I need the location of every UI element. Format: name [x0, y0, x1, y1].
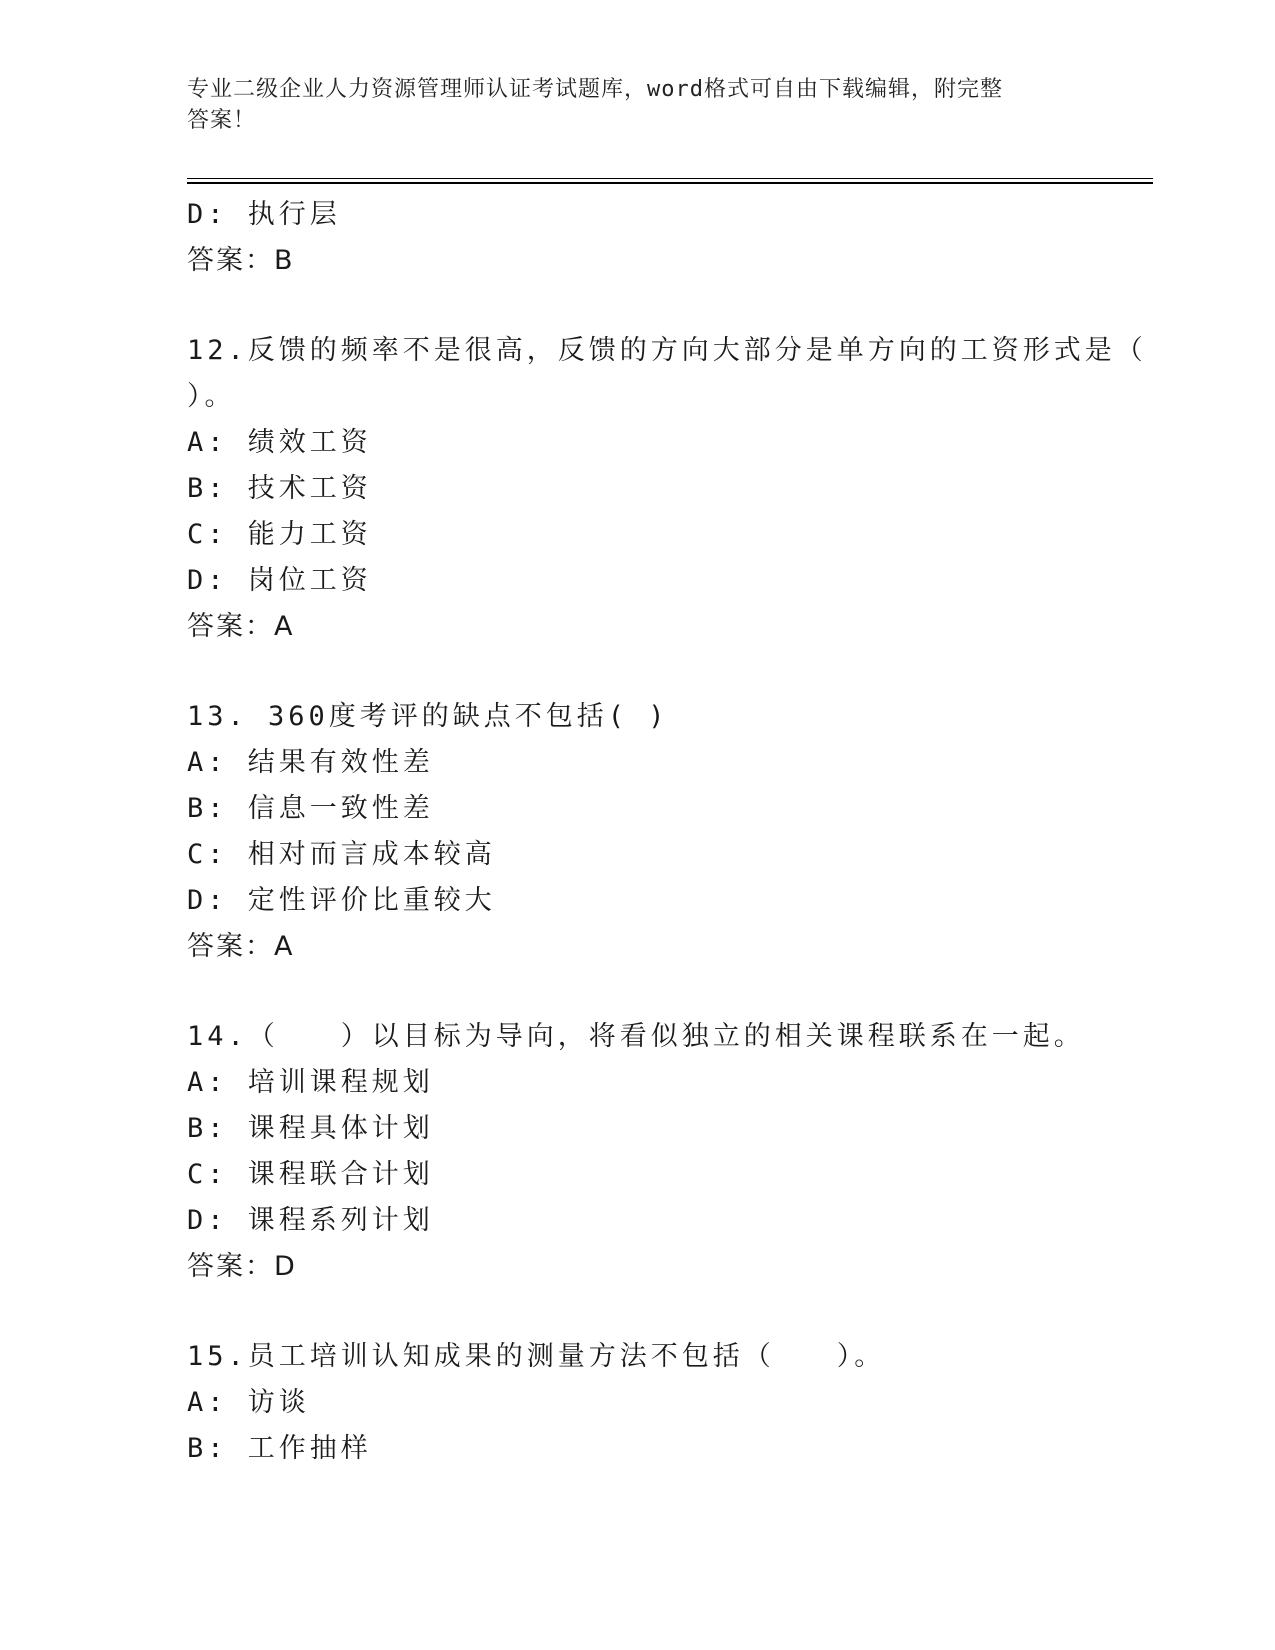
question-12 — [187, 328, 1147, 650]
answer: 答案：B — [187, 245, 295, 276]
option-b: B: 信息一致性差 — [187, 793, 434, 824]
previous-question-tail — [187, 192, 1087, 284]
option-a: A: 绩效工资 — [187, 427, 372, 458]
option-c: C: 课程联合计划 — [187, 1159, 434, 1190]
option-c: C: 能力工资 — [187, 519, 372, 550]
question-14 — [187, 1014, 1087, 1290]
option-a: A: 结果有效性差 — [187, 747, 434, 778]
option-a: A: 访谈 — [187, 1387, 310, 1418]
question-text: 13. 360度考评的缺点不包括( ) — [187, 701, 669, 732]
option-b: B: 课程具体计划 — [187, 1113, 434, 1144]
header-line-2: 答案！ — [187, 108, 257, 133]
question-text: 15.员工培训认知成果的测量方法不包括（ ）。 — [187, 1341, 886, 1372]
header-rule-thin — [187, 178, 1153, 179]
header-rule-thick — [187, 182, 1153, 184]
answer: 答案：A — [187, 611, 295, 642]
option-a: A: 培训课程规划 — [187, 1067, 434, 1098]
option-d: D: 岗位工资 — [187, 565, 372, 596]
question-text-cont: ）。 — [187, 381, 236, 412]
document-body — [187, 192, 1147, 1472]
option-b: B: 工作抽样 — [187, 1433, 372, 1464]
header-line-1: 专业二级企业人力资源管理师认证考试题库，word格式可自由下载编辑，附完整 — [187, 77, 1003, 102]
question-13 — [187, 694, 1087, 970]
question-15 — [187, 1334, 1087, 1472]
answer: 答案：A — [187, 931, 295, 962]
document-header — [187, 74, 1067, 136]
answer: 答案：D — [187, 1251, 297, 1282]
question-text: 12.反馈的频率不是很高，反馈的方向大部分是单方向的工资形式是（ — [187, 335, 1147, 366]
option-d: D: 执行层 — [187, 199, 341, 230]
option-d: D: 定性评价比重较大 — [187, 885, 496, 916]
question-text: 14.（ ）以目标为导向，将看似独立的相关课程联系在一起。 — [187, 1021, 1085, 1052]
option-d: D: 课程系列计划 — [187, 1205, 434, 1236]
option-c: C: 相对而言成本较高 — [187, 839, 496, 870]
option-b: B: 技术工资 — [187, 473, 372, 504]
